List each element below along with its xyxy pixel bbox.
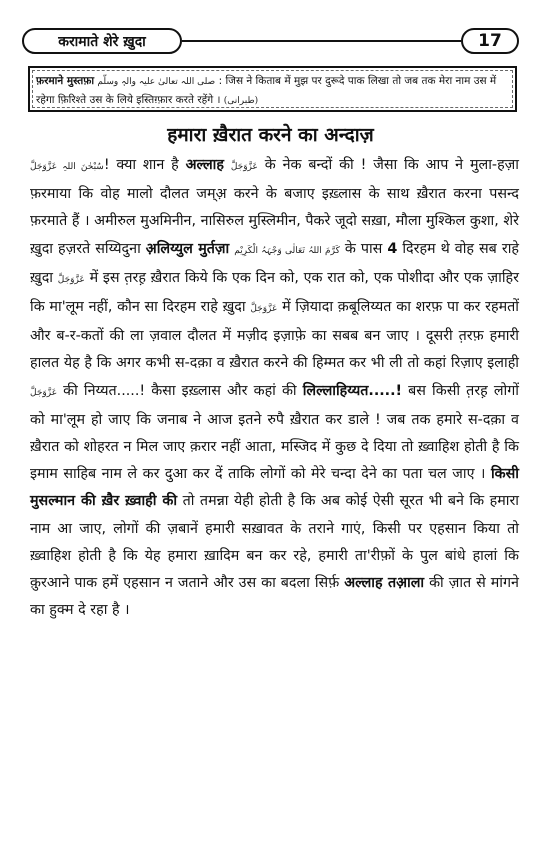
hadith-salutation: صلی اللہ تعالیٰ علیہ والہٖ وسلّم [97,77,216,87]
text-run: ! क्या शान है [103,157,186,173]
text-run: दिरहम थे वोह सब राहे ख़ुदा [30,240,519,286]
four-bold: 4 [387,240,398,257]
hadith-box [28,66,517,112]
text-run: में इस त़रह़ ख़ैरात किये कि एक दिन को, एक रात को, एक पोशीदा और एक ज़ाहिर कि मा'लूम नहीं, कौन सा दिरहम राहे ख़ुदा [30,269,519,316]
azza-wajal-arabic: عَزَّوَجَلَّ [57,274,85,285]
hadith-text: : जिस ने किताब में मुझ पर दुरूदे पाक लिखा तो जब तक मेरा नाम उस में रहेगा फ़िरिश्ते उस के लिये इस्तिग़्फ़ार करते रहेंगे । [36,75,497,106]
text-run: के नेक बन्दों की ! जैसा कि आप ने मुला-हज़ा फ़रमाया कि वोह मालो दौलत जम्अ़ करने के बजाए इख़्लास के साथ ख़ैरात करना पसन्द फ़रमाते हैं । अमीरुल मुअमिनीन, नासिरुल मुस्लिमीन, पैकरे जूदो सख़ा, मौला मुश्किल कुशा, शेरे ख़ुदा हज़रते सय्यिदुना [30,157,519,257]
khair-khwahi-bold: किसी मुसल्मान की ख़ैर ख़्वाही की [30,466,519,510]
text-run: की निय्यत.....! कैसा इख़्लास और कहां की [57,382,303,399]
paragraph [30,152,519,624]
page-number: 17 [461,28,519,54]
text-run: की ज़ात से मांगने का हुक्म दे रहा है । [30,575,519,619]
text-run: तो तमन्ना येही होती है कि अब कोई ऐसी सूरत भी बने कि हमारा नाम आ जाए, लोगों की ज़बानें हमारी सख़ावत के तराने गाएं, किसी पर एहसान किया तो ख़्वाहिश होती है कि येह हमारा ख़ादिम बन कर रहे, हमारी ता'रीफ़ों के पुल बांधे हालां कि क़ुरआने पाक हमें एहसान न जताने और उस का बदला सिर्फ़ [30,493,520,592]
azza-wajal-arabic: عَزَّوَجَلَّ [230,162,258,172]
azza-wajal-arabic: عَزَّوَجَلَّ [30,387,58,398]
body-text [30,152,519,624]
hadith-source: (طبرانی) [223,96,259,106]
header-rule [182,40,461,42]
allah-bold: अल्लाह [185,157,224,173]
azza-wajal-arabic: عَزَّوَجَلَّ [250,304,278,315]
text-run: में ज़ियादा क़बूलिय्यत का शरफ़ पा कर रहमतों और ब-र-कतों की ला ज़वाल दौलत में मज़ीद इज़ाफ़े का सबब बन जाए । दूसरी त़रफ़ हमारी हालत येह है कि अगर कभी स-दक़ा व ख़ैरात करने की हिम्मत कर भी ली तो कहां रिज़ाए इलाही [30,299,519,372]
text-run: बस किसी त़रह़ लोगों को मा'लूम हो जाए कि जनाब ने आज इतने रुपै ख़ैरात कर डाले ! जब तक हमारे स-दक़ा व ख़ैरात को शोहरत न मिल जाए क़रार नहीं आता, मस्जिद में कुछ दे दिया तो ख़्वाहिश होती है कि इमाम साहिब नाम ले कर दुआ कर दें ताकि लोगों को मेरे चन्दा देने का पता चल जाए । [30,382,519,483]
lillahiyyat-bold: लिल्लाहिय्यत.....! [302,382,403,399]
subhanallah-arabic: سُبْحٰنَ اللہِ عَزَّوَجَلَّ [30,162,104,172]
text-run: के पास [339,240,388,257]
section-heading: हमारा ख़ैरात करने का अन्दाज़ [167,124,374,146]
allah-taala-bold: अल्लाह तआ़ला [344,575,425,592]
page-header [22,28,519,60]
name-bold: अ़लिय्युल मुर्तज़ा [145,240,230,257]
karramallah-arabic: کَرَّمَ اللہُ تَعَالٰی وَجْہَہُ الْکَرِیْم [234,245,340,256]
hadith-label: फ़रमाने मुस्तफ़ा [36,75,95,87]
book-title: करामाते शेरे ख़ुदा [22,28,182,54]
